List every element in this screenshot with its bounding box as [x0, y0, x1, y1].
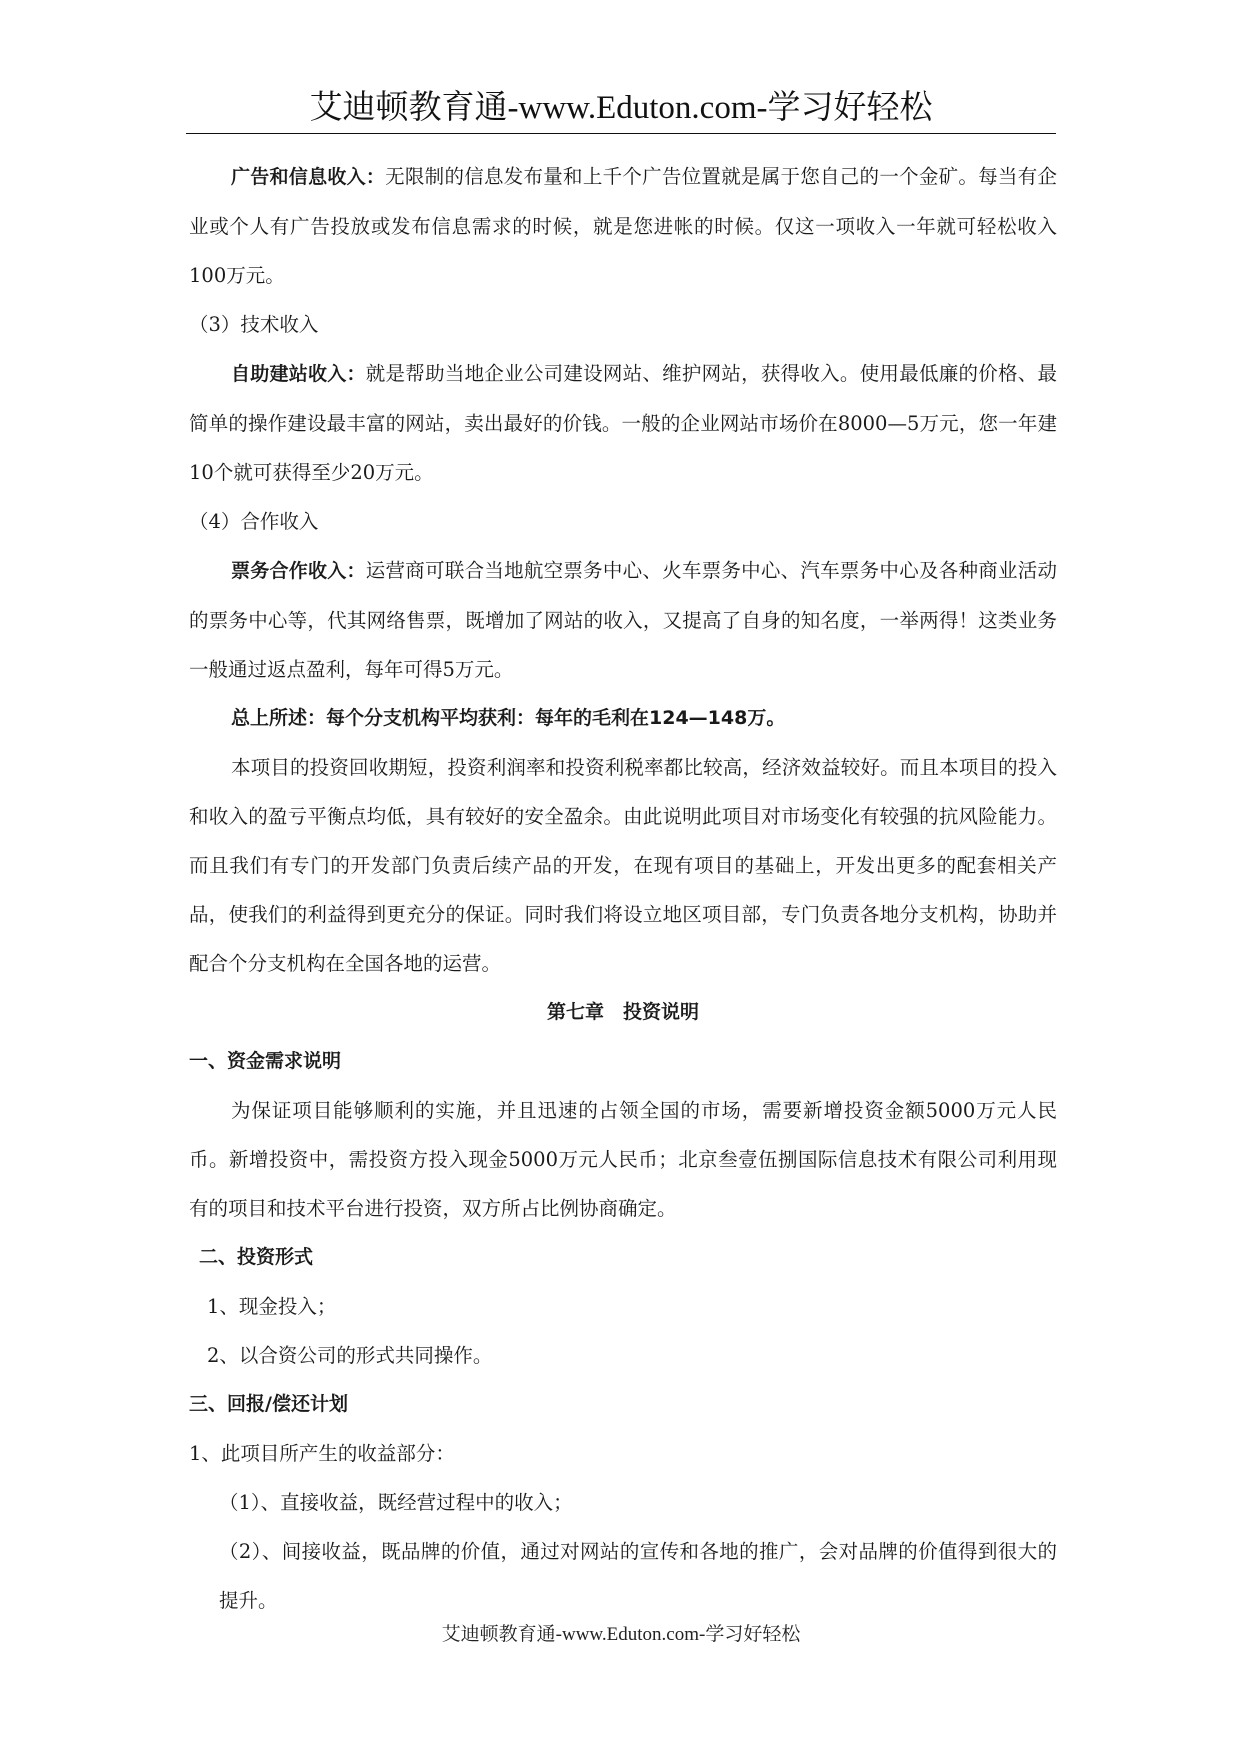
ad-income-text: 无限制的信息发布量和上千个广告位置就是属于您自己的一个金矿。每当有企业或个人有广告投放或发布信息需求的时候，就是您进帐的时候。仅这一项收入一年就可轻松收入100万元。 [189, 165, 1057, 287]
ad-income-label: 广告和信息收入： [231, 166, 386, 188]
chapter-title: 第七章 投资说明 [546, 1001, 699, 1023]
site-income-text: 就是帮助当地企业公司建设网站、维护网站，获得收入。使用最低廉的价格、最简单的操作建设最丰富的网站，卖出最好的价钱。一般的企业网站市场价在8000—5万元，您一年建10个就可获得至少20万元。 [189, 362, 1057, 484]
header-divider [186, 133, 1056, 134]
section-3-intro: 1、此项目所产生的收益部分： [189, 1442, 455, 1465]
section-1-title: 一、资金需求说明 [189, 1050, 342, 1072]
paragraph-ticket-income [189, 546, 1057, 694]
document-body [189, 152, 1057, 1625]
section-2-title: 二、投资形式 [199, 1246, 314, 1268]
section-3-item: （2）、间接收益，既品牌的价值，通过对网站的宣传和各地的推广，会对品牌的价值得到很大的提升。 [219, 1540, 1057, 1612]
ticket-income-text: 运营商可联合当地航空票务中心、火车票务中心、汽车票务中心及各种商业活动的票务中心等，代其网络售票，既增加了网站的收入，又提高了自身的知名度，一举两得！这类业务一般通过返点盈利，每年可得5万元。 [189, 559, 1057, 681]
paragraph-ad-income [189, 152, 1057, 300]
section-1-text: 为保证项目能够顺利的实施，并且迅速的占领全国的市场，需要新增投资金额5000万元人民币。新增投资中，需投资方投入现金5000万元人民币；北京叁壹伍捌国际信息技术有限公司利用现有的项目和技术平台进行投资，双方所占比例协商确定。 [189, 1099, 1057, 1220]
heading-coop-income: （4）合作收入 [189, 510, 319, 533]
ticket-income-label: 票务合作收入： [231, 560, 366, 582]
summary-line: 总上所述：每个分支机构平均获利：每年的毛利在124—148万。 [231, 707, 786, 729]
page-footer: 艾迪顿教育通-www.Eduton.com-学习好轻松 [441, 1624, 801, 1645]
section-2-item: 1、现金投入； [207, 1295, 337, 1318]
section-3-title: 三、回报/偿还计划 [189, 1393, 348, 1415]
paragraph-site-income [189, 349, 1057, 497]
section-3-item: （1）、直接收益，既经营过程中的收入； [219, 1491, 573, 1514]
paragraph-return: 本项目的投资回收期短，投资利润率和投资利税率都比较高，经济效益较好。而且本项目的投入和收入的盈亏平衡点均低，具有较好的安全盈余。由此说明此项目对市场变化有较强的抗风险能力。而且我们有专门的开发部门负责后续产品的开发，在现有项目的基础上，开发出更多的配套相关产品，使我们的利益得到更充分的保证。同时我们将设立地区项目部，专门负责各地分支机构，协助并配合个分支机构在全国各地的运营。 [189, 756, 1057, 975]
heading-tech-income: （3）技术收入 [189, 313, 319, 336]
section-2-item: 2、以合资公司的形式共同操作。 [207, 1344, 493, 1367]
page-header: 艾迪顿教育通-www.Eduton.com-学习好轻松 [309, 90, 933, 126]
site-income-label: 自助建站收入： [231, 363, 366, 385]
